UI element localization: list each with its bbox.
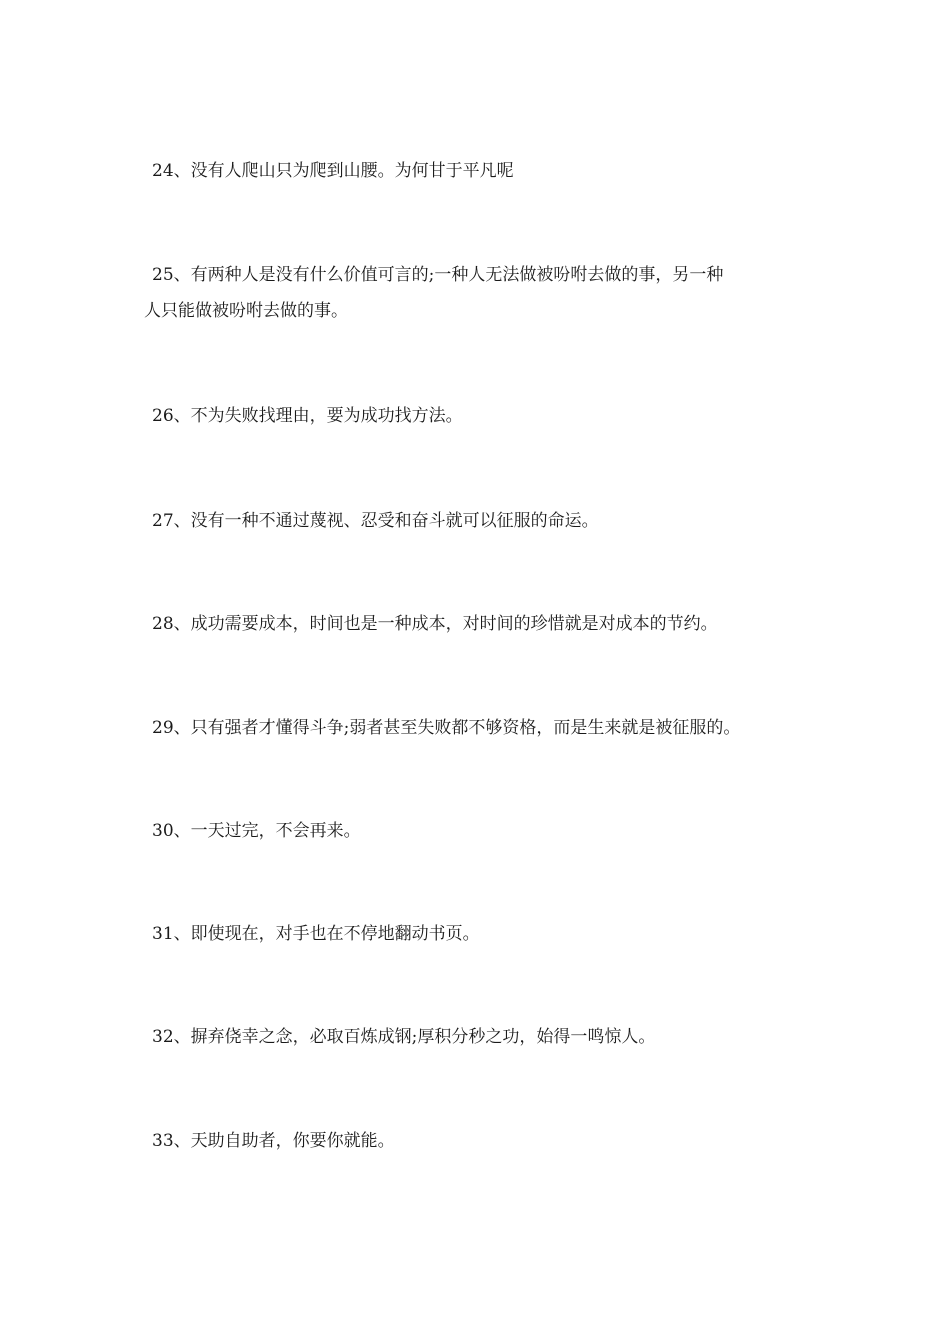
item-text: 30、一天过完，不会再来。 bbox=[152, 821, 361, 841]
list-item bbox=[144, 606, 834, 642]
item-text: 26、不为失败找理由，要为成功找方法。 bbox=[152, 406, 463, 426]
list-item bbox=[144, 710, 834, 746]
list-item bbox=[144, 1019, 834, 1055]
list-item bbox=[144, 257, 834, 329]
list-item bbox=[144, 813, 834, 849]
list-item bbox=[144, 153, 834, 189]
item-text: 29、只有强者才懂得斗争;弱者甚至失败都不够资格，而是生来就是被征服的。 bbox=[152, 718, 741, 738]
item-text: 25、有两种人是没有什么价值可言的;一种人无法做被吩咐去做的事，另一种 bbox=[152, 265, 724, 285]
list-item bbox=[144, 916, 834, 952]
list-item bbox=[144, 1123, 834, 1159]
item-text-continued: 人只能做被吩咐去做的事。 bbox=[144, 301, 348, 321]
item-text: 24、没有人爬山只为爬到山腰。为何甘于平凡呢 bbox=[152, 161, 514, 181]
item-text: 32、摒弃侥幸之念，必取百炼成钢;厚积分秒之功，始得一鸣惊人。 bbox=[152, 1027, 656, 1047]
item-text: 28、成功需要成本，时间也是一种成本，对时间的珍惜就是对成本的节约。 bbox=[152, 614, 718, 634]
list-item bbox=[144, 503, 834, 539]
item-text: 33、天助自助者，你要你就能。 bbox=[152, 1131, 395, 1151]
item-text: 31、即使现在，对手也在不停地翻动书页。 bbox=[152, 924, 480, 944]
item-text: 27、没有一种不通过蔑视、忍受和奋斗就可以征服的命运。 bbox=[152, 511, 599, 531]
list-item bbox=[144, 398, 834, 434]
